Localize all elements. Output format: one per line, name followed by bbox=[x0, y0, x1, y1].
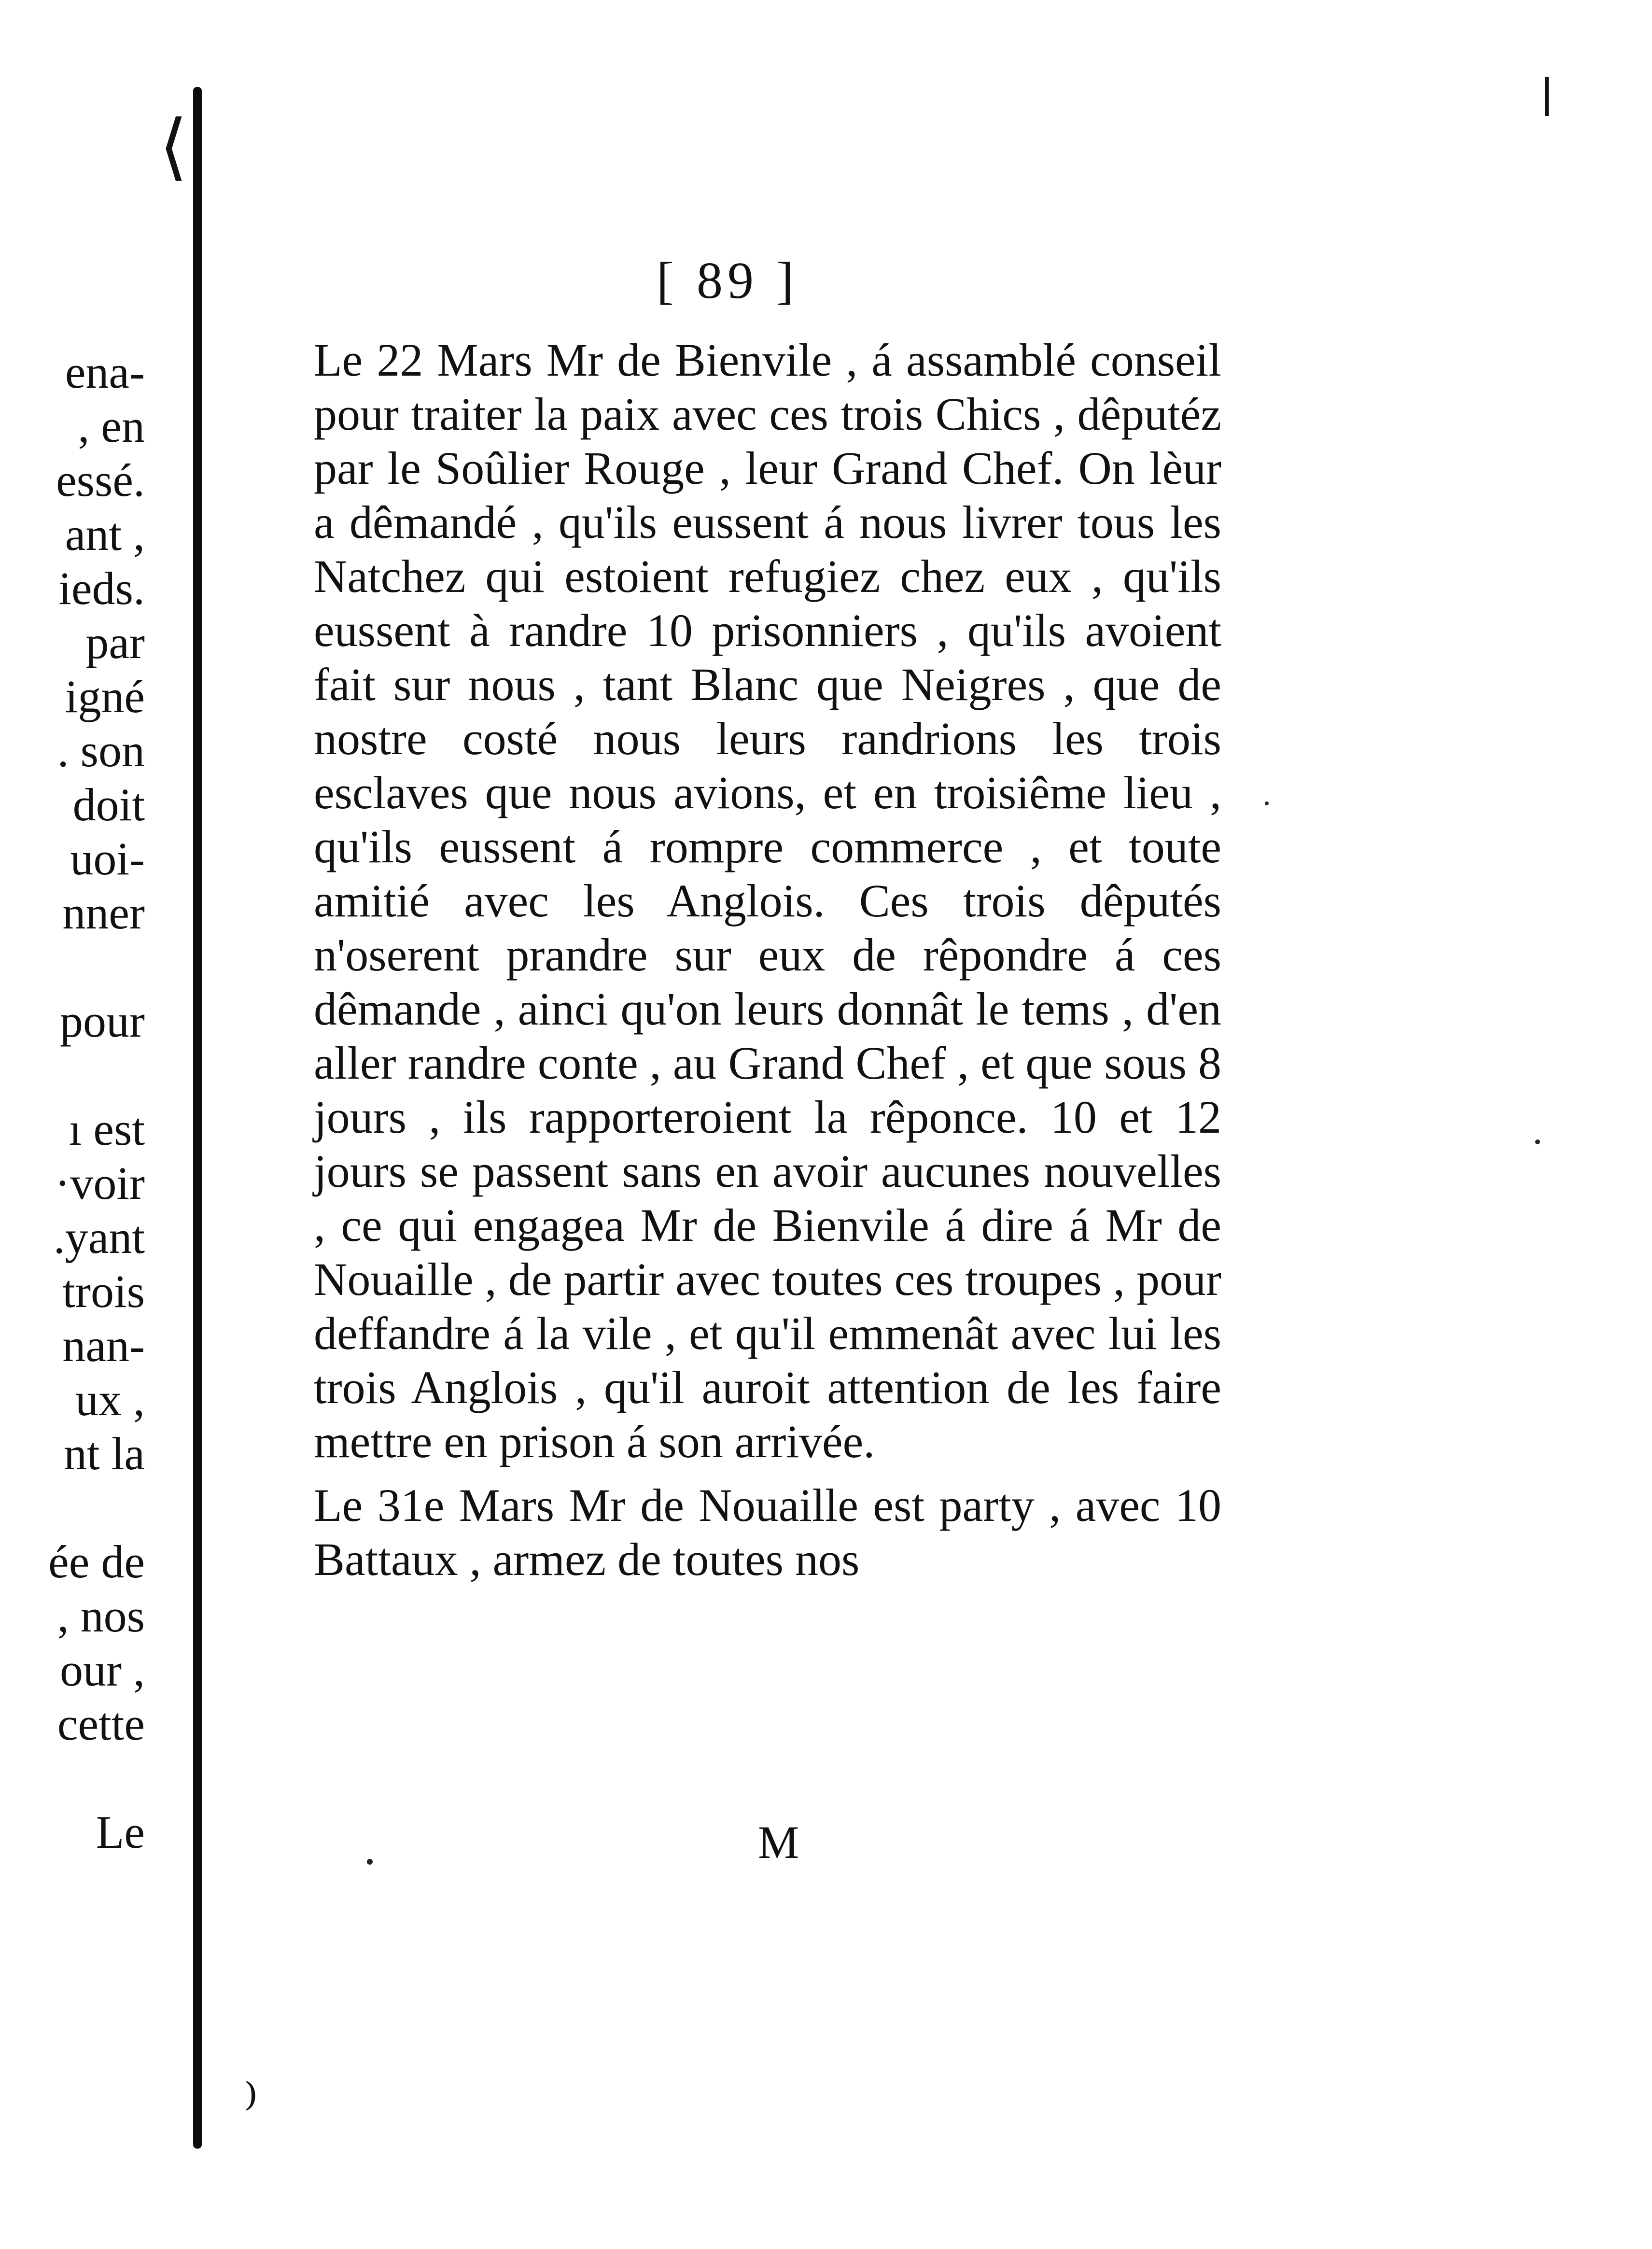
gutter-line: ·voir bbox=[55, 1157, 145, 1209]
gutter-line: par bbox=[85, 617, 145, 668]
gutter-line: ieds. bbox=[58, 562, 145, 614]
gutter-line bbox=[0, 1048, 145, 1102]
gutter-line: ée de bbox=[48, 1536, 145, 1588]
gutter-line: .yant bbox=[53, 1211, 145, 1263]
gutter-line bbox=[0, 1481, 145, 1535]
gutter-line: igné bbox=[65, 671, 145, 722]
edge-mark bbox=[1545, 77, 1549, 116]
paragraph: Le 22 Mars Mr de Bienvile , á assamblé conseil pour traiter la paix avec ces trois Chics , dêputéz par le Soûlier Rouge , leur Grand Chef. On lèur a dêmandé , qu'ils eussent á nous livrer tous les Natchez qui estoient refugiez chez eux , qu'ils eussent à randre 10 prisonniers , qu'ils avoient fait sur nous , tant Blanc que Neigres , que de nostre costé nous leurs randrions les trois esclaves que nous avions, et en troisiême lieu , qu'ils eussent á rompre commerce , et toute amitié avec les Anglois. Ces trois dêputés n'oserent prandre sur eux de rêpondre á ces dêmande , ainci qu'on leurs donnât le tems , d'en aller randre conte , au Grand Chef , et que sous 8 jours , ils rapporteroient la rêponce. 10 et 12 jours se passent sans en avoir aucunes nouvelles , ce qui engagea Mr de Bienvile á dire á Mr de Nouaille , de partir avec toutes ces troupes , pour deffandre á la vile , et qu'il emmenât avec lui les trois Anglois , qu'il auroit attention de les faire mettre en prison á son arrivée. bbox=[314, 334, 1221, 1467]
gutter-line: essé. bbox=[56, 454, 145, 506]
gutter-line bbox=[0, 1751, 145, 1805]
facing-page-fragment bbox=[0, 345, 145, 1859]
gutter-line: nan- bbox=[62, 1320, 145, 1371]
ink-speck bbox=[1535, 1139, 1540, 1144]
gutter-line bbox=[0, 940, 145, 994]
paragraph: Le 31e Mars Mr de Nouaille est party , avec 10 Battaux , armez de toutes nos bbox=[314, 1479, 1221, 1585]
gutter-line: Le bbox=[96, 1806, 145, 1858]
page-number-header: [ 89 ] bbox=[657, 252, 798, 309]
gutter-line: nner bbox=[62, 887, 145, 939]
gutter-line: pour bbox=[60, 995, 145, 1047]
ink-speck bbox=[367, 1859, 373, 1865]
gutter-line: , en bbox=[78, 400, 145, 452]
signature-mark: M bbox=[758, 1816, 799, 1868]
gutter-line: cette bbox=[57, 1698, 145, 1750]
ink-speck bbox=[1265, 801, 1269, 805]
gutter-line: . son bbox=[57, 725, 145, 776]
gutter-line: ux , bbox=[75, 1374, 145, 1425]
main-text bbox=[314, 333, 1221, 1587]
gutter-line: ı est bbox=[69, 1103, 145, 1155]
binding-gutter bbox=[193, 87, 202, 2149]
gutter-line: ant , bbox=[65, 508, 145, 560]
gutter-line: doit bbox=[72, 779, 145, 830]
gutter-line: ena- bbox=[65, 346, 145, 398]
gutter-line: trois bbox=[62, 1265, 145, 1317]
gutter-line: uoi- bbox=[70, 833, 145, 885]
gutter-line: our , bbox=[60, 1644, 145, 1696]
gutter-line: , nos bbox=[57, 1590, 145, 1642]
gutter-line: nt la bbox=[64, 1428, 145, 1479]
gutter-mark-bottom: ⁾ bbox=[244, 2073, 258, 2137]
gutter-mark: ⟨ bbox=[159, 107, 188, 187]
